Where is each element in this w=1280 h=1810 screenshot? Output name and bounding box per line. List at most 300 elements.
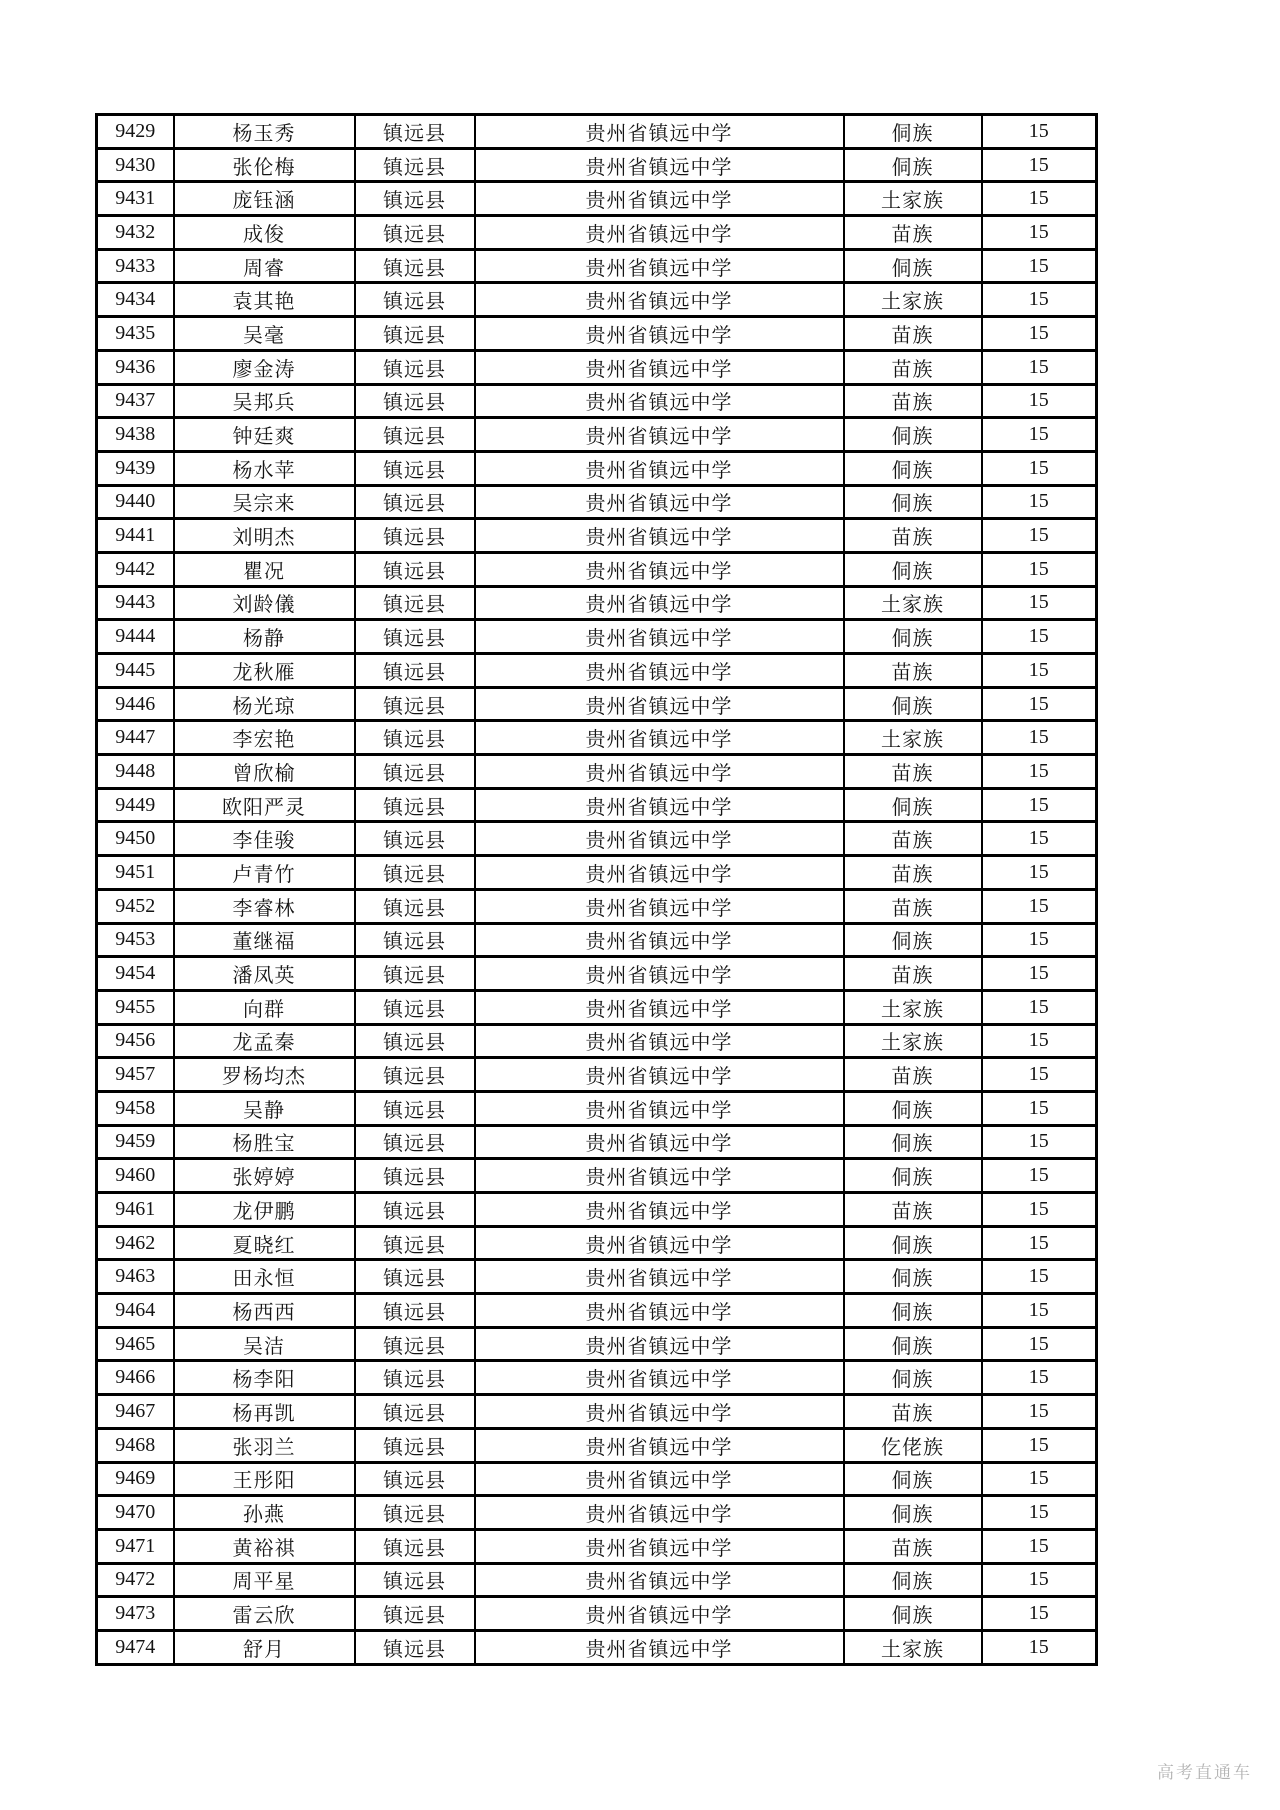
cell-name: 袁其艳 bbox=[174, 283, 355, 317]
cell-name: 刘明杰 bbox=[174, 519, 355, 553]
cell-count: 15 bbox=[982, 687, 1097, 721]
cell-school: 贵州省镇远中学 bbox=[475, 755, 844, 789]
cell-school: 贵州省镇远中学 bbox=[475, 620, 844, 654]
cell-count: 15 bbox=[982, 1058, 1097, 1092]
cell-ethnicity: 苗族 bbox=[844, 350, 982, 384]
cell-id: 9432 bbox=[97, 216, 174, 250]
cell-count: 15 bbox=[982, 957, 1097, 991]
cell-school: 贵州省镇远中学 bbox=[475, 552, 844, 586]
cell-ethnicity: 苗族 bbox=[844, 317, 982, 351]
cell-name: 周平星 bbox=[174, 1563, 355, 1597]
table-row bbox=[97, 485, 1097, 519]
cell-count: 15 bbox=[982, 182, 1097, 216]
cell-id: 9439 bbox=[97, 451, 174, 485]
cell-county: 镇远县 bbox=[355, 418, 475, 452]
cell-ethnicity: 苗族 bbox=[844, 216, 982, 250]
cell-id: 9429 bbox=[97, 115, 174, 149]
table-row bbox=[97, 654, 1097, 688]
cell-ethnicity: 侗族 bbox=[844, 1226, 982, 1260]
cell-school: 贵州省镇远中学 bbox=[475, 1058, 844, 1092]
cell-count: 15 bbox=[982, 1597, 1097, 1631]
cell-county: 镇远县 bbox=[355, 788, 475, 822]
cell-ethnicity: 土家族 bbox=[844, 990, 982, 1024]
cell-school: 贵州省镇远中学 bbox=[475, 1529, 844, 1563]
cell-ethnicity: 仡佬族 bbox=[844, 1428, 982, 1462]
table-row bbox=[97, 923, 1097, 957]
cell-ethnicity: 侗族 bbox=[844, 148, 982, 182]
cell-county: 镇远县 bbox=[355, 957, 475, 991]
cell-id: 9471 bbox=[97, 1529, 174, 1563]
cell-id: 9444 bbox=[97, 620, 174, 654]
cell-county: 镇远县 bbox=[355, 687, 475, 721]
cell-ethnicity: 苗族 bbox=[844, 957, 982, 991]
cell-count: 15 bbox=[982, 216, 1097, 250]
table-row bbox=[97, 350, 1097, 384]
table-row bbox=[97, 249, 1097, 283]
cell-school: 贵州省镇远中学 bbox=[475, 1327, 844, 1361]
watermark-gaokao-zhitongche: 高考直通车 bbox=[1157, 1763, 1252, 1782]
cell-county: 镇远县 bbox=[355, 485, 475, 519]
cell-school: 贵州省镇远中学 bbox=[475, 216, 844, 250]
table-row bbox=[97, 552, 1097, 586]
cell-count: 15 bbox=[982, 1024, 1097, 1058]
cell-name: 吴邦兵 bbox=[174, 384, 355, 418]
table-row bbox=[97, 1462, 1097, 1496]
cell-name: 李佳骏 bbox=[174, 822, 355, 856]
cell-id: 9465 bbox=[97, 1327, 174, 1361]
cell-id: 9450 bbox=[97, 822, 174, 856]
table-row bbox=[97, 1260, 1097, 1294]
table-row bbox=[97, 990, 1097, 1024]
table-row bbox=[97, 620, 1097, 654]
cell-county: 镇远县 bbox=[355, 755, 475, 789]
cell-count: 15 bbox=[982, 519, 1097, 553]
cell-county: 镇远县 bbox=[355, 1597, 475, 1631]
cell-id: 9468 bbox=[97, 1428, 174, 1462]
cell-name: 龙秋雁 bbox=[174, 654, 355, 688]
table-row bbox=[97, 1630, 1097, 1664]
cell-count: 15 bbox=[982, 1193, 1097, 1227]
cell-id: 9464 bbox=[97, 1294, 174, 1328]
table-row bbox=[97, 788, 1097, 822]
cell-count: 15 bbox=[982, 115, 1097, 149]
cell-id: 9438 bbox=[97, 418, 174, 452]
cell-name: 吴宗来 bbox=[174, 485, 355, 519]
cell-county: 镇远县 bbox=[355, 552, 475, 586]
cell-county: 镇远县 bbox=[355, 923, 475, 957]
cell-school: 贵州省镇远中学 bbox=[475, 182, 844, 216]
cell-id: 9469 bbox=[97, 1462, 174, 1496]
cell-ethnicity: 侗族 bbox=[844, 485, 982, 519]
cell-name: 刘龄儀 bbox=[174, 586, 355, 620]
cell-school: 贵州省镇远中学 bbox=[475, 485, 844, 519]
cell-ethnicity: 侗族 bbox=[844, 1260, 982, 1294]
cell-id: 9473 bbox=[97, 1597, 174, 1631]
cell-name: 欧阳严灵 bbox=[174, 788, 355, 822]
cell-school: 贵州省镇远中学 bbox=[475, 1630, 844, 1664]
cell-school: 贵州省镇远中学 bbox=[475, 1428, 844, 1462]
table-row bbox=[97, 889, 1097, 923]
cell-count: 15 bbox=[982, 1496, 1097, 1530]
cell-county: 镇远县 bbox=[355, 317, 475, 351]
cell-county: 镇远县 bbox=[355, 856, 475, 890]
cell-county: 镇远县 bbox=[355, 1226, 475, 1260]
cell-ethnicity: 侗族 bbox=[844, 1091, 982, 1125]
cell-ethnicity: 土家族 bbox=[844, 1630, 982, 1664]
cell-id: 9443 bbox=[97, 586, 174, 620]
cell-county: 镇远县 bbox=[355, 1428, 475, 1462]
cell-id: 9435 bbox=[97, 317, 174, 351]
cell-name: 杨静 bbox=[174, 620, 355, 654]
cell-name: 杨光琼 bbox=[174, 687, 355, 721]
cell-id: 9445 bbox=[97, 654, 174, 688]
cell-id: 9454 bbox=[97, 957, 174, 991]
table-row bbox=[97, 1091, 1097, 1125]
cell-id: 9437 bbox=[97, 384, 174, 418]
roster-table-body bbox=[97, 115, 1097, 1665]
table-row bbox=[97, 1395, 1097, 1429]
cell-ethnicity: 苗族 bbox=[844, 856, 982, 890]
cell-id: 9448 bbox=[97, 755, 174, 789]
cell-ethnicity: 苗族 bbox=[844, 519, 982, 553]
cell-county: 镇远县 bbox=[355, 1193, 475, 1227]
cell-name: 成俊 bbox=[174, 216, 355, 250]
cell-count: 15 bbox=[982, 923, 1097, 957]
table-row bbox=[97, 418, 1097, 452]
cell-count: 15 bbox=[982, 249, 1097, 283]
table-row bbox=[97, 1327, 1097, 1361]
cell-name: 吴洁 bbox=[174, 1327, 355, 1361]
cell-count: 15 bbox=[982, 552, 1097, 586]
cell-id: 9459 bbox=[97, 1125, 174, 1159]
cell-ethnicity: 侗族 bbox=[844, 1563, 982, 1597]
cell-ethnicity: 侗族 bbox=[844, 1361, 982, 1395]
cell-name: 龙伊鹏 bbox=[174, 1193, 355, 1227]
table-row bbox=[97, 856, 1097, 890]
cell-ethnicity: 苗族 bbox=[844, 889, 982, 923]
table-row bbox=[97, 1361, 1097, 1395]
cell-school: 贵州省镇远中学 bbox=[475, 957, 844, 991]
cell-county: 镇远县 bbox=[355, 1260, 475, 1294]
cell-name: 李宏艳 bbox=[174, 721, 355, 755]
cell-county: 镇远县 bbox=[355, 1058, 475, 1092]
cell-name: 王彤阳 bbox=[174, 1462, 355, 1496]
cell-school: 贵州省镇远中学 bbox=[475, 1125, 844, 1159]
cell-county: 镇远县 bbox=[355, 1091, 475, 1125]
table-row bbox=[97, 182, 1097, 216]
cell-count: 15 bbox=[982, 889, 1097, 923]
cell-count: 15 bbox=[982, 788, 1097, 822]
cell-county: 镇远县 bbox=[355, 654, 475, 688]
cell-county: 镇远县 bbox=[355, 1496, 475, 1530]
cell-school: 贵州省镇远中学 bbox=[475, 148, 844, 182]
cell-school: 贵州省镇远中学 bbox=[475, 687, 844, 721]
cell-name: 杨再凯 bbox=[174, 1395, 355, 1429]
cell-count: 15 bbox=[982, 990, 1097, 1024]
cell-count: 15 bbox=[982, 620, 1097, 654]
table-row bbox=[97, 1125, 1097, 1159]
cell-county: 镇远县 bbox=[355, 148, 475, 182]
table-row bbox=[97, 687, 1097, 721]
cell-name: 向群 bbox=[174, 990, 355, 1024]
cell-school: 贵州省镇远中学 bbox=[475, 889, 844, 923]
cell-county: 镇远县 bbox=[355, 1630, 475, 1664]
cell-ethnicity: 侗族 bbox=[844, 1125, 982, 1159]
cell-school: 贵州省镇远中学 bbox=[475, 451, 844, 485]
cell-name: 罗杨均杰 bbox=[174, 1058, 355, 1092]
cell-ethnicity: 侗族 bbox=[844, 1159, 982, 1193]
cell-county: 镇远县 bbox=[355, 1361, 475, 1395]
cell-name: 曾欣榆 bbox=[174, 755, 355, 789]
cell-count: 15 bbox=[982, 1125, 1097, 1159]
cell-ethnicity: 侗族 bbox=[844, 1294, 982, 1328]
cell-id: 9462 bbox=[97, 1226, 174, 1260]
cell-count: 15 bbox=[982, 1091, 1097, 1125]
cell-count: 15 bbox=[982, 384, 1097, 418]
cell-ethnicity: 土家族 bbox=[844, 1024, 982, 1058]
cell-school: 贵州省镇远中学 bbox=[475, 350, 844, 384]
table-row bbox=[97, 755, 1097, 789]
cell-county: 镇远县 bbox=[355, 182, 475, 216]
cell-count: 15 bbox=[982, 1226, 1097, 1260]
cell-name: 雷云欣 bbox=[174, 1597, 355, 1631]
cell-ethnicity: 侗族 bbox=[844, 115, 982, 149]
cell-name: 周睿 bbox=[174, 249, 355, 283]
table-row bbox=[97, 586, 1097, 620]
cell-id: 9441 bbox=[97, 519, 174, 553]
cell-county: 镇远县 bbox=[355, 721, 475, 755]
cell-ethnicity: 侗族 bbox=[844, 552, 982, 586]
cell-id: 9430 bbox=[97, 148, 174, 182]
cell-school: 贵州省镇远中学 bbox=[475, 317, 844, 351]
cell-id: 9442 bbox=[97, 552, 174, 586]
table-row bbox=[97, 216, 1097, 250]
cell-name: 黄裕祺 bbox=[174, 1529, 355, 1563]
cell-county: 镇远县 bbox=[355, 1563, 475, 1597]
cell-count: 15 bbox=[982, 822, 1097, 856]
cell-name: 龙孟秦 bbox=[174, 1024, 355, 1058]
cell-county: 镇远县 bbox=[355, 620, 475, 654]
cell-school: 贵州省镇远中学 bbox=[475, 1294, 844, 1328]
cell-school: 贵州省镇远中学 bbox=[475, 788, 844, 822]
cell-id: 9449 bbox=[97, 788, 174, 822]
cell-name: 潘凤英 bbox=[174, 957, 355, 991]
cell-school: 贵州省镇远中学 bbox=[475, 1024, 844, 1058]
cell-name: 吴毫 bbox=[174, 317, 355, 351]
cell-ethnicity: 侗族 bbox=[844, 418, 982, 452]
table-row bbox=[97, 317, 1097, 351]
cell-id: 9467 bbox=[97, 1395, 174, 1429]
table-row bbox=[97, 1529, 1097, 1563]
cell-ethnicity: 土家族 bbox=[844, 182, 982, 216]
cell-ethnicity: 侗族 bbox=[844, 620, 982, 654]
table-row bbox=[97, 1496, 1097, 1530]
cell-county: 镇远县 bbox=[355, 451, 475, 485]
cell-school: 贵州省镇远中学 bbox=[475, 586, 844, 620]
cell-name: 钟廷爽 bbox=[174, 418, 355, 452]
table-row bbox=[97, 957, 1097, 991]
cell-count: 15 bbox=[982, 451, 1097, 485]
cell-county: 镇远县 bbox=[355, 822, 475, 856]
table-row bbox=[97, 822, 1097, 856]
cell-name: 张婷婷 bbox=[174, 1159, 355, 1193]
cell-count: 15 bbox=[982, 1361, 1097, 1395]
cell-id: 9451 bbox=[97, 856, 174, 890]
cell-school: 贵州省镇远中学 bbox=[475, 1159, 844, 1193]
cell-id: 9434 bbox=[97, 283, 174, 317]
student-roster-table bbox=[95, 113, 1098, 1666]
cell-count: 15 bbox=[982, 1395, 1097, 1429]
cell-id: 9436 bbox=[97, 350, 174, 384]
cell-school: 贵州省镇远中学 bbox=[475, 1091, 844, 1125]
cell-county: 镇远县 bbox=[355, 384, 475, 418]
cell-school: 贵州省镇远中学 bbox=[475, 418, 844, 452]
cell-count: 15 bbox=[982, 1327, 1097, 1361]
cell-ethnicity: 侗族 bbox=[844, 1597, 982, 1631]
cell-county: 镇远县 bbox=[355, 519, 475, 553]
table-row bbox=[97, 1428, 1097, 1462]
cell-id: 9446 bbox=[97, 687, 174, 721]
cell-school: 贵州省镇远中学 bbox=[475, 721, 844, 755]
cell-school: 贵州省镇远中学 bbox=[475, 519, 844, 553]
cell-name: 杨胜宝 bbox=[174, 1125, 355, 1159]
cell-county: 镇远县 bbox=[355, 889, 475, 923]
cell-school: 贵州省镇远中学 bbox=[475, 1193, 844, 1227]
cell-count: 15 bbox=[982, 1529, 1097, 1563]
cell-id: 9453 bbox=[97, 923, 174, 957]
cell-count: 15 bbox=[982, 485, 1097, 519]
cell-count: 15 bbox=[982, 283, 1097, 317]
table-row bbox=[97, 1159, 1097, 1193]
table-row bbox=[97, 1294, 1097, 1328]
cell-ethnicity: 侗族 bbox=[844, 249, 982, 283]
cell-id: 9466 bbox=[97, 1361, 174, 1395]
cell-ethnicity: 苗族 bbox=[844, 654, 982, 688]
cell-name: 舒月 bbox=[174, 1630, 355, 1664]
table-row bbox=[97, 115, 1097, 149]
cell-county: 镇远县 bbox=[355, 216, 475, 250]
cell-county: 镇远县 bbox=[355, 990, 475, 1024]
cell-name: 董继福 bbox=[174, 923, 355, 957]
cell-ethnicity: 土家族 bbox=[844, 721, 982, 755]
cell-county: 镇远县 bbox=[355, 115, 475, 149]
table-row bbox=[97, 1193, 1097, 1227]
cell-count: 15 bbox=[982, 317, 1097, 351]
table-row bbox=[97, 721, 1097, 755]
table-row bbox=[97, 1563, 1097, 1597]
cell-name: 田永恒 bbox=[174, 1260, 355, 1294]
cell-county: 镇远县 bbox=[355, 1327, 475, 1361]
cell-school: 贵州省镇远中学 bbox=[475, 1597, 844, 1631]
cell-count: 15 bbox=[982, 418, 1097, 452]
cell-ethnicity: 苗族 bbox=[844, 755, 982, 789]
table-row bbox=[97, 451, 1097, 485]
cell-name: 张伦梅 bbox=[174, 148, 355, 182]
cell-count: 15 bbox=[982, 1428, 1097, 1462]
cell-id: 9433 bbox=[97, 249, 174, 283]
cell-id: 9447 bbox=[97, 721, 174, 755]
cell-school: 贵州省镇远中学 bbox=[475, 384, 844, 418]
cell-school: 贵州省镇远中学 bbox=[475, 856, 844, 890]
cell-school: 贵州省镇远中学 bbox=[475, 1361, 844, 1395]
cell-count: 15 bbox=[982, 586, 1097, 620]
cell-id: 9472 bbox=[97, 1563, 174, 1597]
cell-name: 杨李阳 bbox=[174, 1361, 355, 1395]
table-row bbox=[97, 283, 1097, 317]
cell-school: 贵州省镇远中学 bbox=[475, 115, 844, 149]
cell-name: 李睿林 bbox=[174, 889, 355, 923]
cell-count: 15 bbox=[982, 1563, 1097, 1597]
cell-county: 镇远县 bbox=[355, 1294, 475, 1328]
table-row bbox=[97, 1024, 1097, 1058]
cell-count: 15 bbox=[982, 721, 1097, 755]
cell-id: 9457 bbox=[97, 1058, 174, 1092]
cell-name: 瞿况 bbox=[174, 552, 355, 586]
cell-ethnicity: 侗族 bbox=[844, 687, 982, 721]
cell-school: 贵州省镇远中学 bbox=[475, 1226, 844, 1260]
cell-ethnicity: 苗族 bbox=[844, 1529, 982, 1563]
table-row bbox=[97, 519, 1097, 553]
cell-school: 贵州省镇远中学 bbox=[475, 1462, 844, 1496]
cell-school: 贵州省镇远中学 bbox=[475, 654, 844, 688]
cell-count: 15 bbox=[982, 755, 1097, 789]
cell-ethnicity: 苗族 bbox=[844, 1058, 982, 1092]
cell-school: 贵州省镇远中学 bbox=[475, 822, 844, 856]
cell-count: 15 bbox=[982, 654, 1097, 688]
cell-ethnicity: 土家族 bbox=[844, 586, 982, 620]
cell-count: 15 bbox=[982, 350, 1097, 384]
cell-count: 15 bbox=[982, 148, 1097, 182]
cell-name: 杨玉秀 bbox=[174, 115, 355, 149]
cell-id: 9440 bbox=[97, 485, 174, 519]
cell-county: 镇远县 bbox=[355, 1395, 475, 1429]
cell-school: 贵州省镇远中学 bbox=[475, 1260, 844, 1294]
table-row bbox=[97, 1226, 1097, 1260]
cell-school: 贵州省镇远中学 bbox=[475, 1563, 844, 1597]
cell-county: 镇远县 bbox=[355, 1529, 475, 1563]
cell-county: 镇远县 bbox=[355, 283, 475, 317]
table-row bbox=[97, 384, 1097, 418]
cell-school: 贵州省镇远中学 bbox=[475, 1496, 844, 1530]
cell-id: 9452 bbox=[97, 889, 174, 923]
cell-school: 贵州省镇远中学 bbox=[475, 249, 844, 283]
cell-id: 9460 bbox=[97, 1159, 174, 1193]
cell-school: 贵州省镇远中学 bbox=[475, 923, 844, 957]
cell-id: 9458 bbox=[97, 1091, 174, 1125]
cell-ethnicity: 苗族 bbox=[844, 822, 982, 856]
cell-id: 9456 bbox=[97, 1024, 174, 1058]
cell-id: 9455 bbox=[97, 990, 174, 1024]
cell-ethnicity: 侗族 bbox=[844, 1462, 982, 1496]
cell-id: 9431 bbox=[97, 182, 174, 216]
cell-county: 镇远县 bbox=[355, 249, 475, 283]
cell-count: 15 bbox=[982, 1260, 1097, 1294]
cell-county: 镇远县 bbox=[355, 1024, 475, 1058]
cell-ethnicity: 苗族 bbox=[844, 384, 982, 418]
cell-county: 镇远县 bbox=[355, 1462, 475, 1496]
cell-county: 镇远县 bbox=[355, 350, 475, 384]
cell-school: 贵州省镇远中学 bbox=[475, 283, 844, 317]
table-row bbox=[97, 1597, 1097, 1631]
cell-count: 15 bbox=[982, 1630, 1097, 1664]
cell-name: 孙燕 bbox=[174, 1496, 355, 1530]
cell-school: 贵州省镇远中学 bbox=[475, 1395, 844, 1429]
cell-name: 张羽兰 bbox=[174, 1428, 355, 1462]
cell-id: 9461 bbox=[97, 1193, 174, 1227]
cell-count: 15 bbox=[982, 1159, 1097, 1193]
cell-county: 镇远县 bbox=[355, 1125, 475, 1159]
cell-id: 9474 bbox=[97, 1630, 174, 1664]
